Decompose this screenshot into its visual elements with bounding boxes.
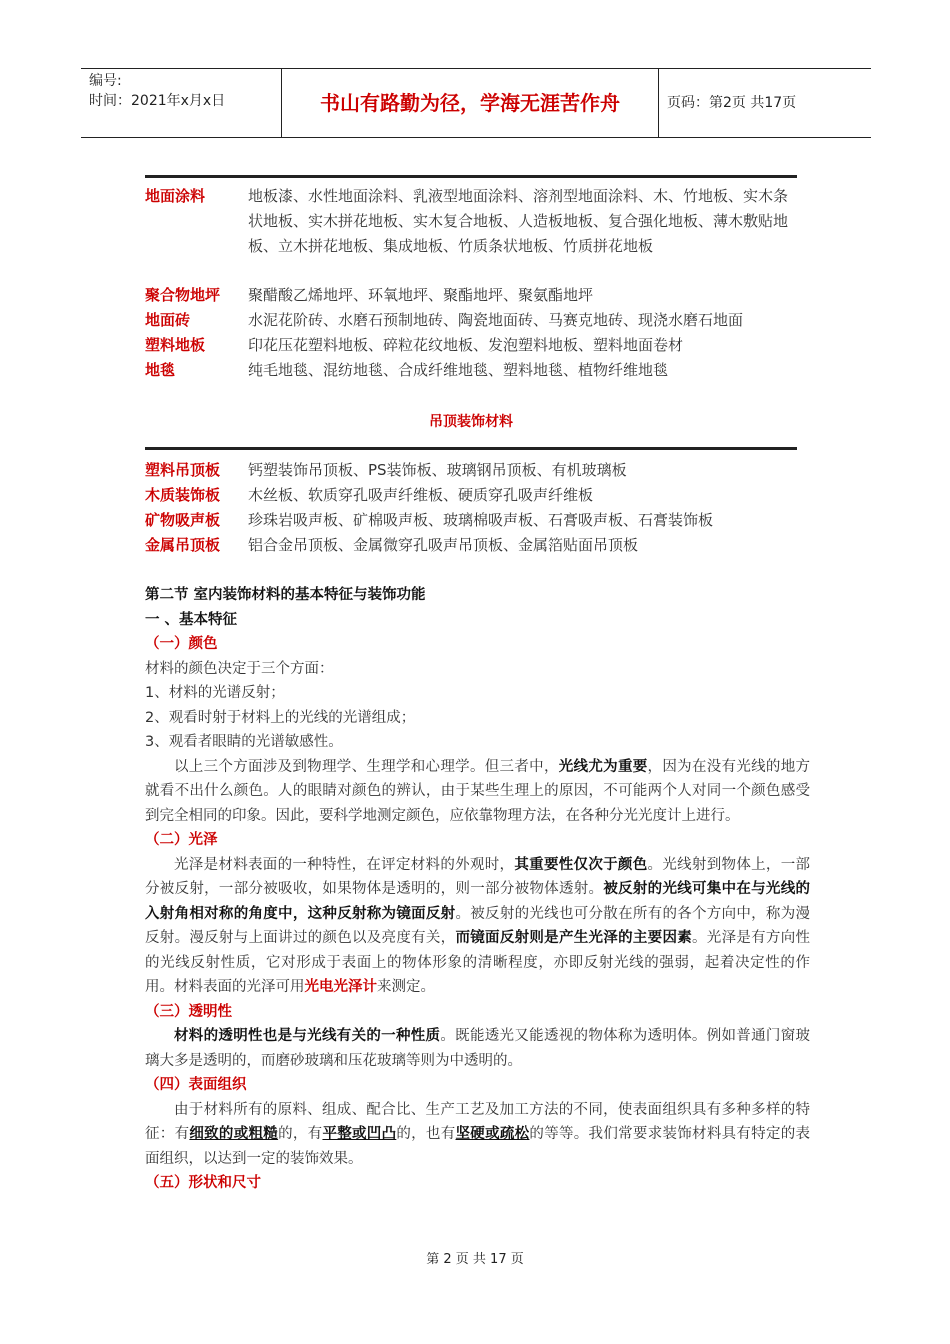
- item-key: 地毯: [145, 361, 176, 379]
- list-item: 1、材料的光谱反射；: [145, 685, 285, 701]
- item-key: 塑料吊顶板: [145, 461, 221, 479]
- item-value: 珍珠岩吸声板、矿棉吸声板、玻璃棉吸声板、石膏吸声板、石膏装饰板: [248, 511, 714, 529]
- divider-line: [145, 447, 797, 450]
- subsection-title: 一 、基本特征: [145, 611, 238, 628]
- paragraph-color: 以上三个方面涉及到物理学、生理学和心理学。但三者中，光线尤为重要，因为在没有光线的地方就看不出什么颜色。人的眼睛对颜色的辨认，由于某些生理上的原因，不可能两个人对同一个颜色感受到完全相同的印象。因此，要科学地测定颜色，应依靠物理方法，在各种分光光度计上进行。: [145, 758, 811, 824]
- heading-shape: （五）形状和尺寸: [145, 1175, 261, 1191]
- item-key: 金属吊顶板: [145, 536, 221, 554]
- section-title: 第二节 室内装饰材料的基本特征与装饰功能: [145, 587, 426, 603]
- number-label: 编号:: [89, 73, 122, 89]
- date-label: 时间：2021年x月x日: [89, 93, 226, 109]
- item-value: 木丝板、软质穿孔吸声纤维板、硬质穿孔吸声纤维板: [248, 486, 594, 504]
- header-page-label: 页码：第2页 共17页: [667, 95, 797, 111]
- item-key: 塑料地板: [145, 336, 206, 354]
- paragraph-transparency: 材料的透明性也是与光线有关的一种性质。既能透光又能透视的物体称为透明体。例如普通门窗玻璃大多是透明的，而磨砂玻璃和压花玻璃等则为中透明的。: [145, 1028, 811, 1069]
- item-key: 聚合物地坪: [145, 286, 221, 304]
- header-motto: 书山有路勤为径，学海无涯苦作舟: [281, 69, 659, 137]
- floor-item: [145, 184, 945, 284]
- list-item: 2、观看时射于材料上的光线的光谱组成；: [145, 709, 416, 726]
- heading-gloss: （二）光泽: [145, 832, 218, 848]
- paragraph-gloss: 光泽是材料表面的一种特性，在评定材料的外观时，其重要性仅次于颜色。光线射到物体上，一部分被反射，一部分被吸收，如果物体是透明的，则一部分被物体透射。被反射的光线可集中在与光线的入射角相对称的角度中，这种反射称为镜面反射。被反射的光线也可分散在所有的各个方向中，称为漫反射。漫反射与上面讲过的颜色以及亮度有关，而镜面反射则是产生光泽的主要因素。光泽是有方向性的光线反射性质，它对形成于表面上的物体形象的清晰程度，亦即反射光线的强弱，起着决定性的作用。材料表面的光泽可用光电光泽计来测定。: [145, 856, 811, 995]
- item-value: 纯毛地毯、混纺地毯、合成纤维地毯、塑料地毯、植物纤维地毯: [248, 361, 669, 379]
- item-value: 印花压花塑料地板、碎粒花纹地板、发泡塑料地板、塑料地面卷材: [248, 336, 684, 354]
- heading-transparency: （三）透明性: [145, 1003, 232, 1020]
- item-value: 水泥花阶砖、水磨石预制地砖、陶瓷地面砖、马赛克地砖、现浇水磨石地面: [248, 311, 744, 329]
- list-item: 3、观看者眼睛的光谱敏感性。: [145, 734, 343, 750]
- page-footer: 第 2 页 共 17 页: [426, 1252, 524, 1267]
- ceiling-section-title: 吊顶装饰材料: [429, 414, 513, 430]
- item-key: 地面砖: [145, 311, 191, 329]
- item-value: 钙塑装饰吊顶板、PS装饰板、玻璃钢吊顶板、有机玻璃板: [248, 461, 627, 479]
- heading-color: （一）颜色: [145, 636, 218, 652]
- item-value: 地板漆、水性地面涂料、乳液型地面涂料、溶剂型地面涂料、木、竹地板、实木条状地板、实木拼花地板、实木复合地板、人造板地板、复合强化地板、薄木敷贴地板、立木拼花地板、集成地板、竹质条状地板、竹质拼花地板: [248, 187, 789, 255]
- header-meta: [81, 69, 281, 137]
- color-intro: 材料的颜色决定于三个方面：: [145, 660, 334, 677]
- section-body: [145, 583, 810, 1196]
- item-key: 地面涂料: [145, 187, 206, 205]
- page-header: [81, 68, 871, 138]
- item-value: 聚醋酸乙烯地坪、环氧地坪、聚酯地坪、聚氨酯地坪: [248, 286, 594, 304]
- heading-texture: （四）表面组织: [145, 1077, 247, 1093]
- item-key: 木质装饰板: [145, 486, 221, 504]
- item-key: 矿物吸声板: [145, 511, 221, 529]
- divider-line: [145, 175, 797, 178]
- paragraph-texture: 由于材料所有的原料、组成、配合比、生产工艺及加工方法的不同，使表面组织具有多种多样的特征：有细致的或粗糙的，有平整或凹凸的，也有坚硬或疏松的等等。我们常要求装饰材料具有特定的表面组织，以达到一定的装饰效果。: [145, 1101, 811, 1167]
- item-value: 铝合金吊顶板、金属微穿孔吸声吊顶板、金属箔贴面吊顶板: [248, 536, 639, 554]
